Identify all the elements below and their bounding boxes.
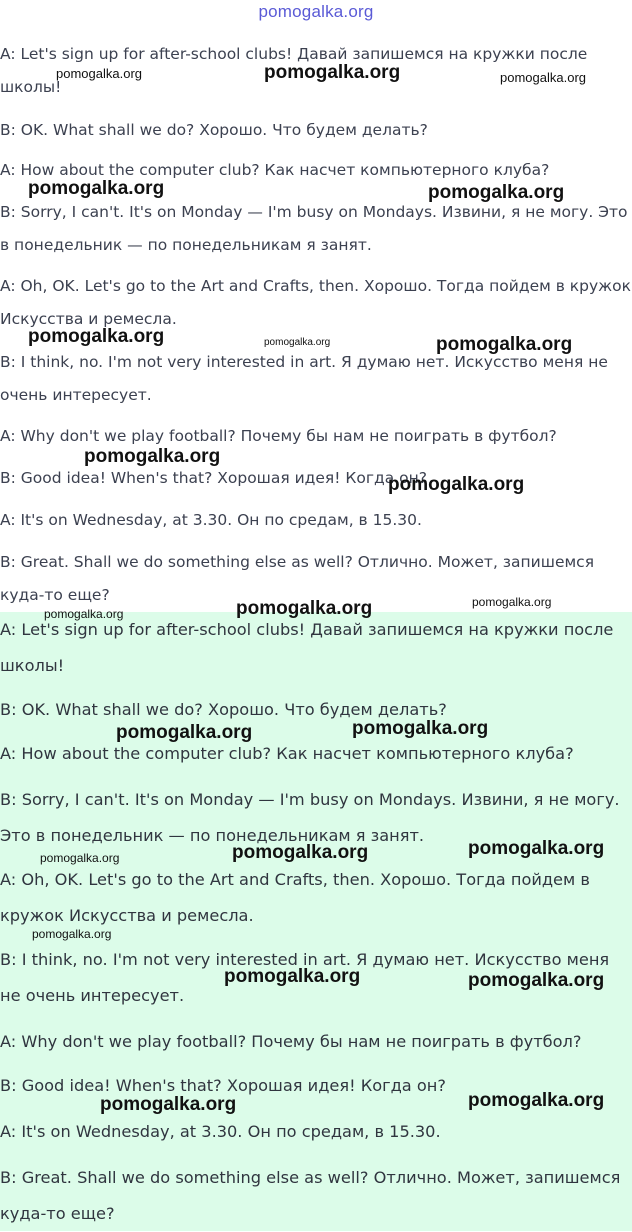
dialogue-line: B: OK. What shall we do? Хорошо. Что будем делать? bbox=[0, 121, 428, 139]
watermark: pomogalka.org bbox=[100, 1094, 237, 1115]
watermark: pomogalka.org bbox=[468, 838, 605, 859]
watermark: pomogalka.org bbox=[468, 1090, 605, 1111]
site-header-link[interactable]: pomogalka.org bbox=[258, 2, 374, 21]
watermark: pomogalka.org bbox=[232, 842, 369, 863]
watermark: pomogalka.org bbox=[32, 927, 112, 941]
watermark: pomogalka.org bbox=[40, 851, 120, 865]
dialogue-line: B: Great. Shall we do something else as well? Отлично. Может, запишемся куда-то еще? bbox=[0, 553, 595, 604]
watermark: pomogalka.org bbox=[468, 970, 605, 991]
watermark: pomogalka.org bbox=[500, 70, 586, 85]
watermark: pomogalka.org bbox=[56, 66, 142, 81]
dialogue-line: A: How about the computer club? Как насчет компьютерного клуба? bbox=[0, 744, 574, 763]
watermark: pomogalka.org bbox=[264, 62, 401, 83]
watermark: pomogalka.org bbox=[44, 607, 124, 621]
dialogue-line: A: Oh, OK. Let's go to the Art and Crafts, then. Хорошо. Тогда пойдем в кружок Искусства и ремесла. bbox=[0, 870, 590, 925]
watermark: pomogalka.org bbox=[28, 178, 165, 199]
watermark: pomogalka.org bbox=[428, 182, 565, 203]
dialogue-line: A: It's on Wednesday, at 3.30. Он по средам, в 15.30. bbox=[0, 1122, 441, 1141]
watermark: pomogalka.org bbox=[84, 446, 221, 467]
dialogue-line: B: Good idea! When's that? Хорошая идея! Когда он? bbox=[0, 1076, 446, 1095]
dialogue-line: B: I think, no. I'm not very interested in art. Я думаю нет. Искусство меня не очень интересует. bbox=[0, 950, 610, 1005]
dialogue-line: A: Let's sign up for after-school clubs! Давай запишемся на кружки после школы! bbox=[0, 45, 588, 96]
watermark: pomogalka.org bbox=[388, 474, 525, 495]
watermark: pomogalka.org bbox=[436, 334, 573, 355]
watermark: pomogalka.org bbox=[352, 718, 489, 739]
dialogue-line: A: Why don't we play football? Почему бы нам не поиграть в футбол? bbox=[0, 427, 557, 445]
dialogue-line: A: Oh, OK. Let's go to the Art and Crafts, then. Хорошо. Тогда пойдем в кружок Искусства и ремесла. bbox=[0, 277, 631, 328]
dialogue-line: B: I think, no. I'm not very interested in art. Я думаю нет. Искусство меня не очень интересует. bbox=[0, 353, 608, 404]
dialogue-line: B: Sorry, I can't. It's on Monday — I'm busy on Mondays. Извини, я не могу. Это в понедельник — по понедельникам я занят. bbox=[0, 790, 620, 845]
watermark: pomogalka.org bbox=[28, 326, 165, 347]
dialogue-line: B: Great. Shall we do something else as well? Отлично. Может, запишемся куда-то еще? bbox=[0, 1168, 621, 1223]
watermark: pomogalka.org bbox=[264, 337, 331, 348]
dialogue-section-copy bbox=[0, 612, 632, 1231]
watermark: pomogalka.org bbox=[116, 722, 253, 743]
dialogue-line: A: It's on Wednesday, at 3.30. Он по средам, в 15.30. bbox=[0, 511, 422, 529]
watermark: pomogalka.org bbox=[472, 595, 552, 609]
dialogue-line: A: How about the computer club? Как насчет компьютерного клуба? bbox=[0, 161, 550, 179]
dialogue-line: B: Sorry, I can't. It's on Monday — I'm busy on Mondays. Извини, я не могу. Это в понедельник — по понедельникам я занят. bbox=[0, 203, 628, 254]
dialogue-line: A: Why don't we play football? Почему бы нам не поиграть в футбол? bbox=[0, 1032, 582, 1051]
dialogue-line: B: Good idea! When's that? Хорошая идея! Когда он? bbox=[0, 469, 428, 487]
dialogue-line: A: Let's sign up for after-school clubs! Давай запишемся на кружки после школы! bbox=[0, 620, 614, 675]
watermark: pomogalka.org bbox=[224, 966, 361, 987]
dialogue-line: B: OK. What shall we do? Хорошо. Что будем делать? bbox=[0, 700, 447, 719]
watermark: pomogalka.org bbox=[236, 598, 373, 619]
dialogue-section-original bbox=[0, 38, 632, 610]
